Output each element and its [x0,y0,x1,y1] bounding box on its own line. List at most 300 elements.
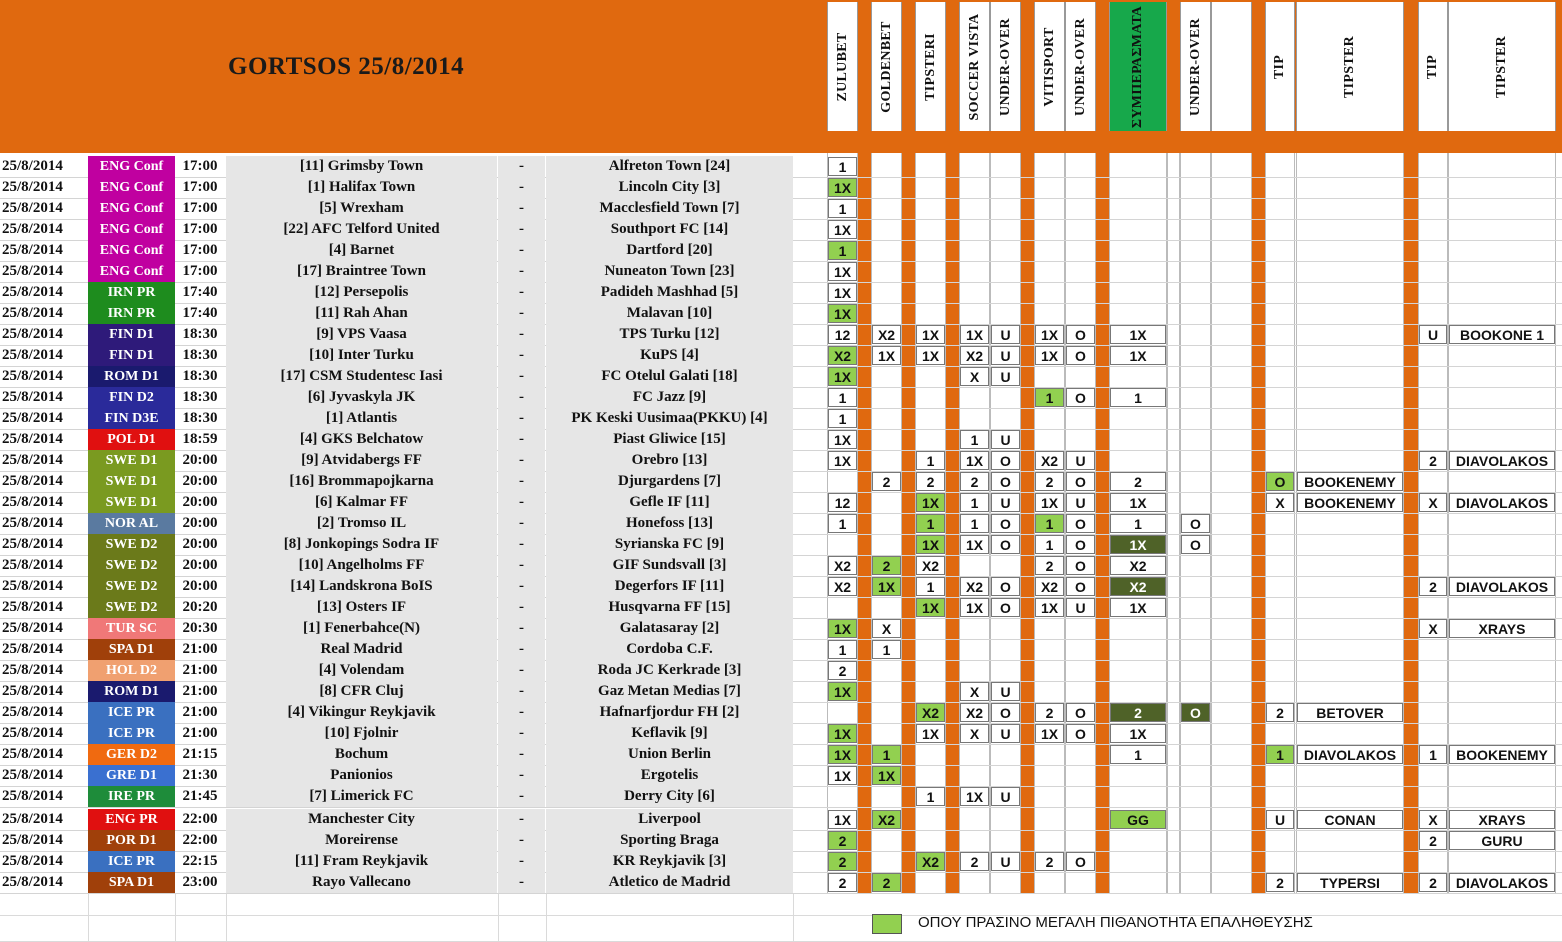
away-team: Husqvarna FF [15] [546,597,793,618]
pick-vitisport: 2 [1035,472,1064,491]
pick-vitisport: 1X [1035,325,1064,344]
away-team: Nuneaton Town [23] [546,261,793,282]
home-team: [4] Barnet [226,240,497,261]
pick-tipsteri: X2 [916,703,945,722]
pick-tip2: 2 [1419,831,1447,850]
vs-separator: - [498,534,545,555]
match-date: 25/8/2014 [2,347,63,363]
vs-separator: - [498,851,545,872]
pick-vitisport: 1X [1035,346,1064,365]
pick-soccervista: X2 [960,346,989,365]
kickoff-time: 18:30 [182,368,218,384]
column-header-uo1 [990,2,1021,131]
column-header-summary [1109,2,1167,131]
home-team: [8] Jonkopings Sodra IF [226,534,497,555]
kickoff-time: 20:00 [182,452,218,468]
home-team: [10] Fjolnir [226,723,497,744]
pick-tipster2: DIAVOLAKOS [1449,493,1555,512]
pick-uo1: O [991,472,1020,491]
row-divider [0,807,1562,808]
table-row [0,303,1562,324]
table-row [0,723,1562,744]
pick-uo1: U [991,852,1020,871]
pick-soccervista: X [960,682,989,701]
match-date: 25/8/2014 [2,874,63,890]
pick-uo1: U [991,493,1020,512]
footer-gridline [88,894,89,942]
home-team: Panionios [226,765,497,786]
table-row [0,534,1562,555]
league-badge: FIN D1 [88,324,175,345]
pick-zulubet: 12 [828,325,857,344]
kickoff-time: 21:45 [182,788,218,804]
pick-uo2: U [1066,598,1095,617]
league-badge: IRE PR [88,786,175,807]
league-badge: ICE PR [88,702,175,723]
pick-zulubet: 1X [828,304,857,323]
table-row [0,387,1562,408]
vs-separator: - [498,492,545,513]
pick-goldenbet: 1 [872,745,901,764]
pick-zulubet: 1X [828,724,857,743]
home-team: [12] Persepolis [226,282,497,303]
pick-uo2: U [1066,493,1095,512]
home-team: [7] Limerick FC [226,786,497,807]
pick-vitisport: X2 [1035,577,1064,596]
kickoff-time: 20:00 [182,473,218,489]
table-row [0,681,1562,702]
home-team: [17] Braintree Town [226,261,497,282]
pick-vitisport: 1 [1035,535,1064,554]
kickoff-time: 20:00 [182,515,218,531]
pick-tipster1: DIAVOLAKOS [1297,745,1403,764]
kickoff-time: 18:30 [182,347,218,363]
kickoff-time: 22:00 [182,832,218,848]
kickoff-time: 18:30 [182,410,218,426]
kickoff-time: 17:00 [182,242,218,258]
home-team: [13] Osters IF [226,597,497,618]
pick-uo2: O [1066,514,1095,533]
pick-uo1: U [991,367,1020,386]
kickoff-time: 21:30 [182,767,218,783]
match-date: 25/8/2014 [2,599,63,615]
pick-vitisport: 1 [1035,388,1064,407]
table-row [0,429,1562,450]
pick-zulubet: 2 [828,831,857,850]
league-badge: ROM D1 [88,366,175,387]
home-team: [1] Atlantis [226,408,497,429]
away-team: Sporting Braga [546,830,793,851]
league-badge: IRN PR [88,303,175,324]
footer-gridline [226,894,227,942]
table-row [0,324,1562,345]
table-row [0,450,1562,471]
pick-uo1: U [991,787,1020,806]
league-badge: SWE D2 [88,534,175,555]
pick-uo1: U [991,430,1020,449]
pick-vitisport: 2 [1035,852,1064,871]
league-badge: ENG Conf [88,156,175,177]
pick-uo2: O [1066,852,1095,871]
pick-tipster1: BOOKENEMY [1297,493,1403,512]
pick-uo2: O [1066,346,1095,365]
league-badge: FIN D3E [88,408,175,429]
pick-soccervista: 1X [960,787,989,806]
pick-tip1: U [1266,810,1294,829]
kickoff-time: 17:00 [182,263,218,279]
away-team: TPS Turku [12] [546,324,793,345]
match-date: 25/8/2014 [2,767,63,783]
away-team: GIF Sundsvall [3] [546,555,793,576]
vs-separator: - [498,471,545,492]
away-team: Macclesfield Town [7] [546,198,793,219]
home-team: [14] Landskrona BoIS [226,576,497,597]
home-team: [6] Jyvaskyla JK [226,387,497,408]
match-date: 25/8/2014 [2,620,63,636]
home-team: Manchester City [226,809,497,830]
vs-separator: - [498,429,545,450]
match-date: 25/8/2014 [2,473,63,489]
kickoff-time: 21:00 [182,725,218,741]
pick-tip1: 2 [1266,873,1294,892]
match-date: 25/8/2014 [2,326,63,342]
league-badge: ICE PR [88,723,175,744]
match-date: 25/8/2014 [2,536,63,552]
table-row [0,513,1562,534]
pick-tip1: O [1266,472,1294,491]
pick-zulubet: X2 [828,577,857,596]
away-team: Liverpool [546,809,793,830]
away-team: Honefoss [13] [546,513,793,534]
column-header-tip1 [1265,2,1295,131]
pick-tipsteri: 1X [916,493,945,512]
pick-tipsteri: 1X [916,346,945,365]
column-header-label: TIP [1272,54,1287,79]
home-team: [9] VPS Vaasa [226,324,497,345]
vs-separator: - [498,555,545,576]
vs-separator: - [498,198,545,219]
home-team: [22] AFC Telford United [226,219,497,240]
pick-vitisport: 1X [1035,598,1064,617]
kickoff-time: 23:00 [182,874,218,890]
pick-soccervista: 1 [960,493,989,512]
league-badge: FIN D2 [88,387,175,408]
pick-zulubet: 12 [828,493,857,512]
vs-separator: - [498,387,545,408]
pick-zulubet: 1X [828,766,857,785]
home-team: [2] Tromso IL [226,513,497,534]
table-row [0,618,1562,639]
home-team: [9] Atvidabergs FF [226,450,497,471]
league-badge: ENG PR [88,809,175,830]
kickoff-time: 17:00 [182,200,218,216]
pick-summary: 2 [1110,703,1166,722]
away-team: PK Keski Uusimaa(PKKU) [4] [546,408,793,429]
column-header-label: UNDER-OVER [1187,17,1203,116]
pick-zulubet: 1 [828,409,857,428]
column-header-vitisport [1034,2,1065,131]
pick-tipsteri: 2 [916,472,945,491]
pick-soccervista: 1X [960,535,989,554]
table-row [0,177,1562,198]
match-date: 25/8/2014 [2,853,63,869]
pick-goldenbet: 2 [872,556,901,575]
home-team: [6] Kalmar FF [226,492,497,513]
away-team: KR Reykjavik [3] [546,851,793,872]
pick-zulubet: 1X [828,810,857,829]
table-row [0,765,1562,786]
pick-zulubet: 1X [828,178,857,197]
pick-soccervista: X2 [960,577,989,596]
pick-uo2: O [1066,556,1095,575]
match-date: 25/8/2014 [2,811,63,827]
league-badge: TUR SC [88,618,175,639]
pick-tipster2: XRAYS [1449,810,1555,829]
kickoff-time: 20:30 [182,620,218,636]
vs-separator: - [498,723,545,744]
league-badge: SPA D1 [88,639,175,660]
pick-tip1: X [1266,493,1294,512]
pick-uo1: U [991,724,1020,743]
column-header-zulubet [827,2,858,131]
pick-zulubet: 1 [828,241,857,260]
league-badge: SWE D1 [88,492,175,513]
footer-gridline [0,915,1562,916]
pick-summary: X2 [1110,556,1166,575]
pick-uo1: U [991,682,1020,701]
away-team: Gaz Metan Medias [7] [546,681,793,702]
pick-goldenbet: 1X [872,766,901,785]
pick-zulubet: 1 [828,640,857,659]
pick-summary: 1 [1110,514,1166,533]
column-header-soccervista [959,2,990,131]
table-row [0,830,1562,851]
pick-vitisport: 2 [1035,556,1064,575]
home-team: Rayo Vallecano [226,872,497,893]
kickoff-time: 21:00 [182,704,218,720]
league-badge: ENG Conf [88,219,175,240]
pick-goldenbet: 2 [872,873,901,892]
league-badge: ENG Conf [88,177,175,198]
away-team: Galatasaray [2] [546,618,793,639]
pick-summary: GG [1110,810,1166,829]
away-team: Malavan [10] [546,303,793,324]
league-badge: ENG Conf [88,240,175,261]
home-team: Bochum [226,744,497,765]
vs-separator: - [498,786,545,807]
pick-vitisport: 1X [1035,493,1064,512]
pick-goldenbet: 1X [872,577,901,596]
match-date: 25/8/2014 [2,452,63,468]
column-header-blank [1211,2,1252,131]
match-date: 25/8/2014 [2,263,63,279]
vs-separator: - [498,702,545,723]
pick-vitisport: X2 [1035,451,1064,470]
pick-tipsteri: 1 [916,787,945,806]
match-date: 25/8/2014 [2,431,63,447]
pick-summary: 1X [1110,724,1166,743]
column-header-label: UNDER-OVER [1072,17,1088,116]
pick-summary: 2 [1110,472,1166,491]
vs-separator: - [498,744,545,765]
footer-gridline [498,894,499,942]
column-header-tipster2 [1448,2,1556,131]
pick-uo2: O [1066,325,1095,344]
league-badge: GRE D1 [88,765,175,786]
away-team: Cordoba C.F. [546,639,793,660]
vs-separator: - [498,872,545,893]
pick-zulubet: 1X [828,682,857,701]
pick-summary: X2 [1110,577,1166,596]
column-header-label: TIPSTERI [922,32,938,101]
league-badge: NOR AL [88,513,175,534]
vs-separator: - [498,366,545,387]
pick-summary: 1 [1110,388,1166,407]
column-header-label: TIPSTER [1342,35,1357,98]
pick-tip2: U [1419,325,1447,344]
match-date: 25/8/2014 [2,788,63,804]
pick-tipsteri: 1X [916,325,945,344]
vs-separator: - [498,408,545,429]
pick-uo1: U [991,346,1020,365]
pick-uo2: U [1066,451,1095,470]
home-team: [4] Vikingur Reykjavik [226,702,497,723]
pick-tipster2: XRAYS [1449,619,1555,638]
pick-tipsteri: 1 [916,577,945,596]
pick-tip2: 2 [1419,577,1447,596]
page-title: GORTSOS 25/8/2014 [228,53,465,80]
pick-goldenbet: X2 [872,810,901,829]
home-team: [10] Inter Turku [226,345,497,366]
kickoff-time: 17:00 [182,221,218,237]
column-header-label: SOCCER VISTA [966,13,982,120]
match-date: 25/8/2014 [2,578,63,594]
away-team: Union Berlin [546,744,793,765]
row-divider [0,893,1562,894]
pick-goldenbet: X [872,619,901,638]
away-team: Syrianska FC [9] [546,534,793,555]
match-date: 25/8/2014 [2,284,63,300]
league-badge: POR D1 [88,830,175,851]
vs-separator: - [498,177,545,198]
vs-separator: - [498,156,545,177]
pick-tip1: 1 [1266,745,1294,764]
vs-separator: - [498,324,545,345]
vs-separator: - [498,681,545,702]
kickoff-time: 22:15 [182,853,218,869]
pick-tipsteri: 1X [916,598,945,617]
home-team: [5] Wrexham [226,198,497,219]
league-badge: SWE D2 [88,576,175,597]
pick-tip2: 2 [1419,873,1447,892]
pick-zulubet: 1 [828,388,857,407]
table-row [0,408,1562,429]
home-team: Real Madrid [226,639,497,660]
home-team: [16] Brommapojkarna [226,471,497,492]
pick-zulubet: 1X [828,220,857,239]
match-date: 25/8/2014 [2,494,63,510]
away-team: Derry City [6] [546,786,793,807]
pick-goldenbet: 1X [872,346,901,365]
match-date: 25/8/2014 [2,221,63,237]
kickoff-time: 21:00 [182,662,218,678]
pick-zulubet: X2 [828,556,857,575]
home-team: [1] Halifax Town [226,177,497,198]
league-badge: SWE D1 [88,450,175,471]
pick-uo2: O [1066,535,1095,554]
pick-tip2: X [1419,619,1447,638]
pick-tipsteri: 1X [916,535,945,554]
home-team: [4] Volendam [226,660,497,681]
vs-separator: - [498,513,545,534]
column-header-tipster1 [1296,2,1404,131]
pick-uo1: O [991,577,1020,596]
pick-tipster2: DIAVOLAKOS [1449,873,1555,892]
legend-text: ΟΠΟΥ ΠΡΑΣΙΝΟ ΜΕΓΑΛΗ ΠΙΘΑΝΟΤΗΤΑ ΕΠΑΛΗΘΕΥΣΗΣ [918,914,1313,931]
pick-vitisport: 1 [1035,514,1064,533]
pick-summary: 1X [1110,598,1166,617]
pick-zulubet: 1X [828,619,857,638]
pick-uo2: O [1066,703,1095,722]
pick-tipster1: CONAN [1297,810,1403,829]
vs-separator: - [498,219,545,240]
vs-separator: - [498,660,545,681]
pick-uo1: O [991,514,1020,533]
vs-separator: - [498,303,545,324]
pick-tipsteri: 1 [916,514,945,533]
vs-separator: - [498,618,545,639]
vs-separator: - [498,240,545,261]
pick-tipster2: DIAVOLAKOS [1449,451,1555,470]
kickoff-time: 18:30 [182,389,218,405]
home-team: [1] Fenerbahce(N) [226,618,497,639]
pick-soccervista: 1X [960,325,989,344]
kickoff-time: 21:00 [182,683,218,699]
match-date: 25/8/2014 [2,557,63,573]
home-team: Moreirense [226,830,497,851]
match-date: 25/8/2014 [2,179,63,195]
match-date: 25/8/2014 [2,368,63,384]
legend-green-swatch [872,914,902,934]
league-badge: ENG Conf [88,198,175,219]
kickoff-time: 17:40 [182,305,218,321]
kickoff-time: 20:00 [182,578,218,594]
table-row [0,597,1562,618]
pick-uo1: O [991,598,1020,617]
kickoff-time: 18:30 [182,326,218,342]
pick-tipster1: BETOVER [1297,703,1403,722]
pick-zulubet: 2 [828,873,857,892]
pick-zulubet: 1 [828,514,857,533]
kickoff-time: 20:00 [182,494,218,510]
pick-goldenbet: 2 [872,472,901,491]
vs-separator: - [498,765,545,786]
league-badge: ICE PR [88,851,175,872]
home-team: [8] CFR Cluj [226,681,497,702]
pick-soccervista: X [960,724,989,743]
table-row [0,198,1562,219]
kickoff-time: 21:00 [182,641,218,657]
away-team: KuPS [4] [546,345,793,366]
pick-soccervista: 1 [960,514,989,533]
match-date: 25/8/2014 [2,200,63,216]
match-date: 25/8/2014 [2,641,63,657]
column-header-label: ZULUBET [834,31,850,102]
column-header-label: UNDER-OVER [997,17,1013,116]
pick-zulubet: 1X [828,283,857,302]
pick-uo3: O [1181,535,1210,554]
table-row [0,219,1562,240]
